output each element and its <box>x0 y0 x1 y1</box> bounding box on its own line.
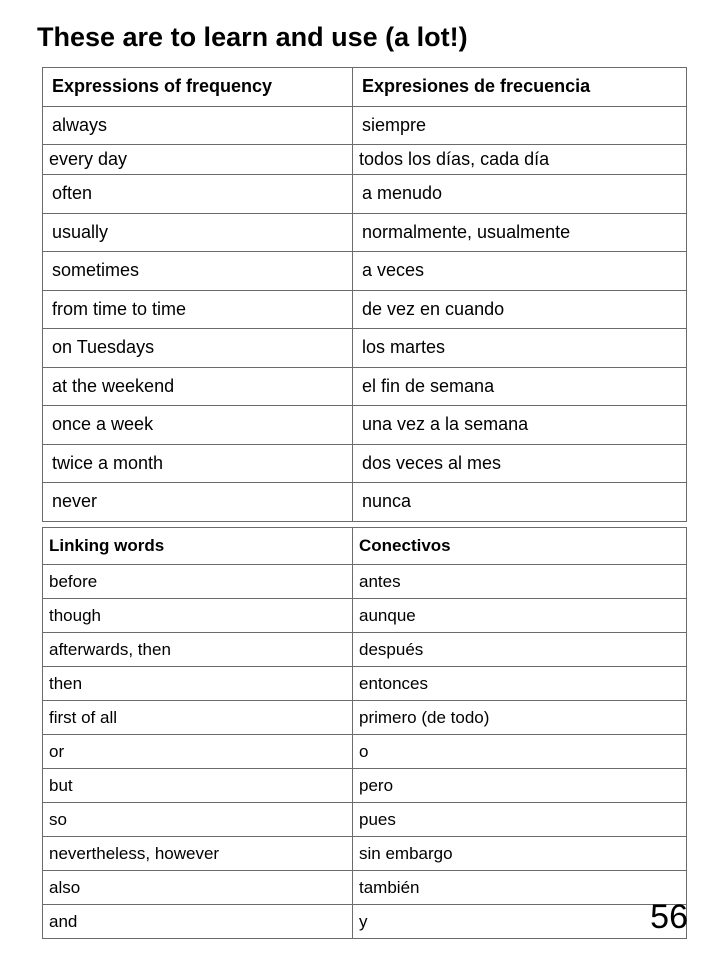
english-cell: first of all <box>43 701 353 735</box>
spanish-cell: a menudo <box>353 175 687 214</box>
table-row <box>43 175 687 214</box>
spanish-cell: y <box>353 905 687 939</box>
table-row <box>43 667 687 701</box>
spanish-cell: también <box>353 871 687 905</box>
spanish-cell: pero <box>353 769 687 803</box>
table-row <box>43 483 687 522</box>
english-cell: on Tuesdays <box>43 329 353 368</box>
column-header: Expresiones de frecuencia <box>353 68 687 107</box>
english-cell: never <box>43 483 353 522</box>
table-header-row <box>43 528 687 565</box>
table-row <box>43 565 687 599</box>
table-row <box>43 290 687 329</box>
page-number: 56 <box>650 898 688 936</box>
column-header: Conectivos <box>353 528 687 565</box>
english-cell: always <box>43 106 353 145</box>
table-row <box>43 406 687 445</box>
table-row <box>43 106 687 145</box>
table-row <box>43 633 687 667</box>
spanish-cell: pues <box>353 803 687 837</box>
english-cell: afterwards, then <box>43 633 353 667</box>
table-row <box>43 145 687 175</box>
english-cell: and <box>43 905 353 939</box>
english-cell: or <box>43 735 353 769</box>
table-row <box>43 367 687 406</box>
english-cell: twice a month <box>43 444 353 483</box>
english-cell: often <box>43 175 353 214</box>
column-header: Linking words <box>43 528 353 565</box>
english-cell: so <box>43 803 353 837</box>
spanish-cell: el fin de semana <box>353 367 687 406</box>
spanish-cell: una vez a la semana <box>353 406 687 445</box>
table-row <box>43 213 687 252</box>
english-cell: though <box>43 599 353 633</box>
spanish-cell: nunca <box>353 483 687 522</box>
table-row <box>43 803 687 837</box>
spanish-cell: de vez en cuando <box>353 290 687 329</box>
spanish-cell: o <box>353 735 687 769</box>
table-header-row <box>43 68 687 107</box>
table-row <box>43 871 687 905</box>
table-row <box>43 905 687 939</box>
spanish-cell: antes <box>353 565 687 599</box>
spanish-cell: sin embargo <box>353 837 687 871</box>
table-row <box>43 769 687 803</box>
english-cell: usually <box>43 213 353 252</box>
frequency-table <box>42 67 687 522</box>
english-cell: but <box>43 769 353 803</box>
table-row <box>43 735 687 769</box>
spanish-cell: siempre <box>353 106 687 145</box>
table-row <box>43 444 687 483</box>
linking-words-table <box>42 527 687 939</box>
table-row <box>43 329 687 368</box>
english-cell: nevertheless, however <box>43 837 353 871</box>
table-row <box>43 701 687 735</box>
english-cell: every day <box>43 145 353 175</box>
table-row <box>43 599 687 633</box>
spanish-cell: aunque <box>353 599 687 633</box>
english-cell: then <box>43 667 353 701</box>
english-cell: also <box>43 871 353 905</box>
column-header: Expressions of frequency <box>43 68 353 107</box>
spanish-cell: primero (de todo) <box>353 701 687 735</box>
english-cell: once a week <box>43 406 353 445</box>
english-cell: before <box>43 565 353 599</box>
english-cell: at the weekend <box>43 367 353 406</box>
english-cell: from time to time <box>43 290 353 329</box>
spanish-cell: a veces <box>353 252 687 291</box>
table-row <box>43 252 687 291</box>
page-title: These are to learn and use (a lot!) <box>37 22 468 52</box>
table-row <box>43 837 687 871</box>
spanish-cell: normalmente, usualmente <box>353 213 687 252</box>
spanish-cell: entonces <box>353 667 687 701</box>
spanish-cell: después <box>353 633 687 667</box>
english-cell: sometimes <box>43 252 353 291</box>
spanish-cell: todos los días, cada día <box>353 145 687 175</box>
spanish-cell: dos veces al mes <box>353 444 687 483</box>
spanish-cell: los martes <box>353 329 687 368</box>
